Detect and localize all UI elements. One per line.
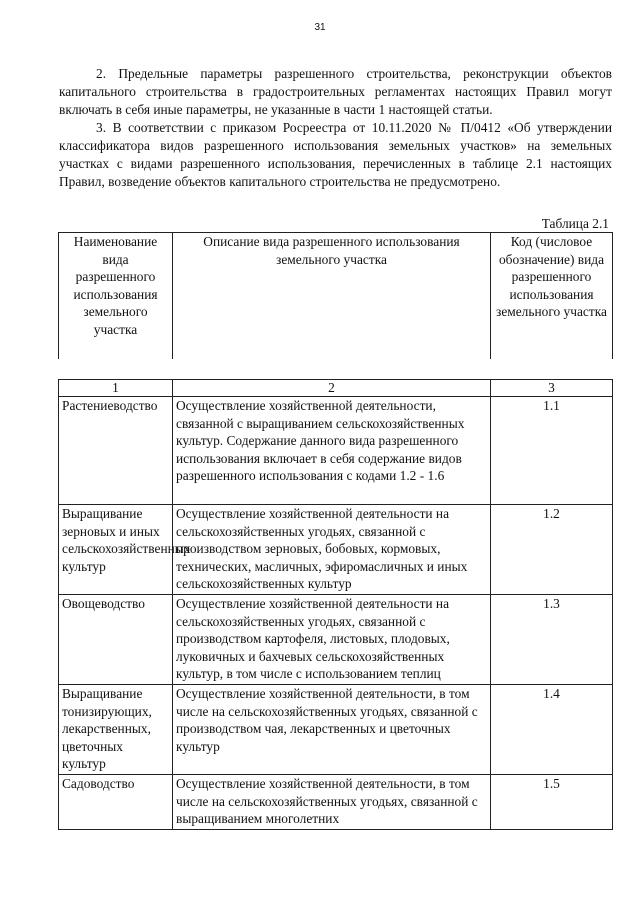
use-code: 1.1 xyxy=(491,397,613,505)
column-number: 2 xyxy=(173,380,491,397)
use-name: Овощеводство xyxy=(59,595,173,685)
table-row xyxy=(59,595,613,685)
use-name: Садоводство xyxy=(59,775,173,830)
paragraph-2: 2. Предельные параметры разрешенного строительства, реконструкции объектов капитального строительства в градостроительных регламентах настоящих Правил могут включать в себя иные параметры, не указанные в части 1 настоящей статьи. xyxy=(59,66,612,117)
use-description: Осуществление хозяйственной деятельности на сельскохозяйственных угодьях, связанной с производством картофеля, листовых, плодовых, луковичных и бахчевых сельскохозяйственных культур, в том числе с использованием теплиц xyxy=(173,595,491,685)
paragraph-3: 3. В соответствии с приказом Росреестра от 10.11.2020 № П/0412 «Об утверждении классификатора видов разрешенного использования земельных участков» на земельных участках с видами разрешенного использования, перечисленных в таблице 2.1 настоящих Правил, возведение объектов капитального строительства не предусмотрено. xyxy=(59,120,612,189)
use-code: 1.5 xyxy=(491,775,613,830)
use-name: Выращивание тонизирующих, лекарственных, цветочных культур xyxy=(59,685,173,775)
use-code: 1.4 xyxy=(491,685,613,775)
column-number-row xyxy=(59,380,613,397)
header-cell-name: Наименование вида разрешенного использования земельного участка xyxy=(59,233,173,360)
table-header xyxy=(58,232,613,359)
table-row xyxy=(59,685,613,775)
use-description: Осуществление хозяйственной деятельности, связанной с выращиванием сельскохозяйственных культур. Содержание данного вида разрешенного использования включает в себя содержание видов разрешенного использования с кодами 1.2 - 1.6 xyxy=(173,397,491,505)
use-name: Растениеводство xyxy=(59,397,173,505)
land-use-table xyxy=(58,379,613,830)
header-cell-description: Описание вида разрешенного использования земельного участка xyxy=(173,233,491,360)
table-row xyxy=(59,505,613,595)
use-name: Выращивание зерновых и иных сельскохозяйственных культур xyxy=(59,505,173,595)
use-code: 1.3 xyxy=(491,595,613,685)
header-row xyxy=(59,233,613,360)
page-number: 31 xyxy=(314,22,326,33)
column-number: 3 xyxy=(491,380,613,397)
use-description: Осуществление хозяйственной деятельности на сельскохозяйственных угодьях, связанной с производством зерновых, бобовых, кормовых, технических, масличных, эфиромасличных и иных сельскохозяйственных культур xyxy=(173,505,491,595)
use-description: Осуществление хозяйственной деятельности, в том числе на сельскохозяйственных угодьях, связанной с производством чая, лекарственных и цветочных культур xyxy=(173,685,491,775)
table-row xyxy=(59,775,613,830)
body-text xyxy=(59,65,612,191)
column-number: 1 xyxy=(59,380,173,397)
use-code: 1.2 xyxy=(491,505,613,595)
header-cell-code: Код (числовое обозначение) вида разрешенного использования земельного участка xyxy=(491,233,613,360)
use-description: Осуществление хозяйственной деятельности, в том числе на сельскохозяйственных угодьях, связанной с выращиванием многолетних xyxy=(173,775,491,830)
table-row xyxy=(59,397,613,505)
table-caption: Таблица 2.1 xyxy=(541,216,609,231)
